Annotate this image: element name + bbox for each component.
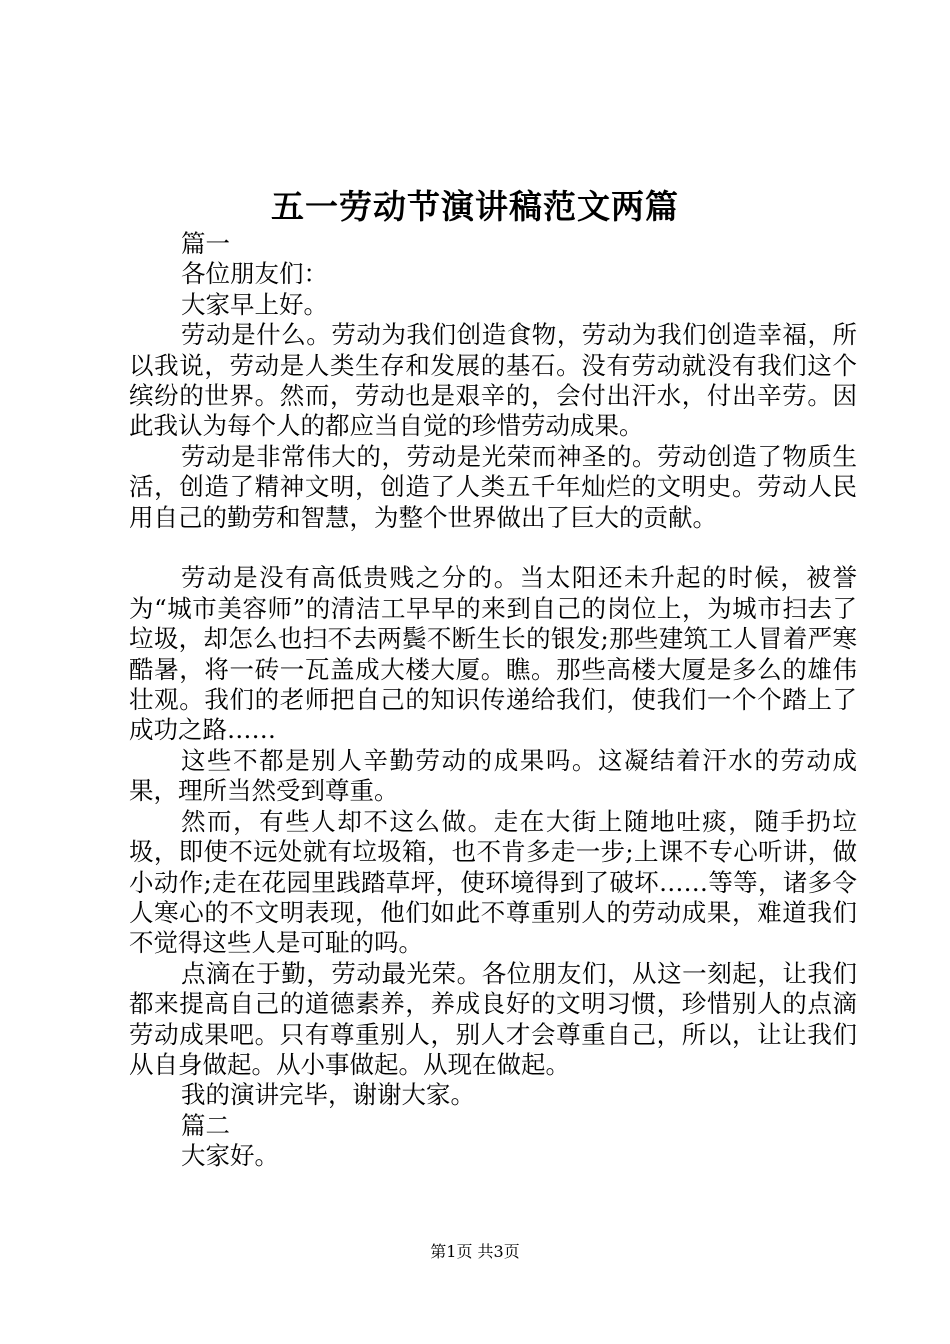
paragraph-greeting: 大家早上好。 [181,289,328,319]
paragraph-section-two-greeting: 大家好。 [181,1141,279,1171]
paragraph-salutation: 各位朋友们： [181,259,328,289]
paragraph-section-one-heading: 篇一 [181,229,230,258]
paragraph-closing: 我的演讲完毕，谢谢大家。 [181,1080,475,1110]
paragraph-blank [129,533,857,563]
document-body [129,229,857,1172]
paragraph-section-two-heading: 篇二 [181,1110,230,1140]
paragraph-fruits-of-labor: 这些不都是别人辛勤劳动的成果吗。这凝结着汗水的劳动成果，理所当然受到尊重。 [129,745,857,806]
paragraph-no-high-or-low: 劳动是没有高低贵贱之分的。当太阳还未升起的时候，被誉为“城市美容师”的清洁工早早的来到自己的岗位上，为城市扫去了垃圾，却怎么也扫不去两鬓不断生长的银发;那些建筑工人冒着严寒酷暑，将一砖一瓦盖成大楼大厦。瞧。那些高楼大厦是多么的雄伟壮观。我们的老师把自己的知识传递给我们，使我们一个个踏上了成功之路…… [129,563,857,745]
page-number-footer: 第1页 共3页 [430,1242,520,1261]
document-title: 五一劳动节演讲稿范文两篇 [271,187,679,226]
paragraph-call-to-action: 点滴在于勤，劳动最光荣。各位朋友们，从这一刻起，让我们都来提高自己的道德素养，养成良好的文明习惯，珍惜别人的点滴劳动成果吧。只有尊重别人，别人才会尊重自己，所以，让让我们从自身做起。从小事做起。从现在做起。 [129,958,857,1079]
paragraph-what-is-labor: 劳动是什么。劳动为我们创造食物，劳动为我们创造幸福，所以我说，劳动是人类生存和发展的基石。没有劳动就没有我们这个缤纷的世界。然而，劳动也是艰辛的，会付出汗水，付出辛劳。因此我认为每个人的都应当自觉的珍惜劳动成果。 [129,320,857,441]
paragraph-labor-is-great: 劳动是非常伟大的，劳动是光荣而神圣的。劳动创造了物质生活，创造了精神文明，创造了人类五千年灿烂的文明史。劳动人民用自己的勤劳和智慧，为整个世界做出了巨大的贡献。 [129,441,857,532]
paragraph-uncivil-behavior: 然而，有些人却不这么做。走在大街上随地吐痰，随手扔垃圾，即使不远处就有垃圾箱，也不肯多走一步;上课不专心听讲，做小动作;走在花园里践踏草坪，使环境得到了破坏……等等，诸多令人寒心的不文明表现，他们如此不尊重别人的劳动成果，难道我们不觉得这些人是可耻的吗。 [129,806,857,958]
